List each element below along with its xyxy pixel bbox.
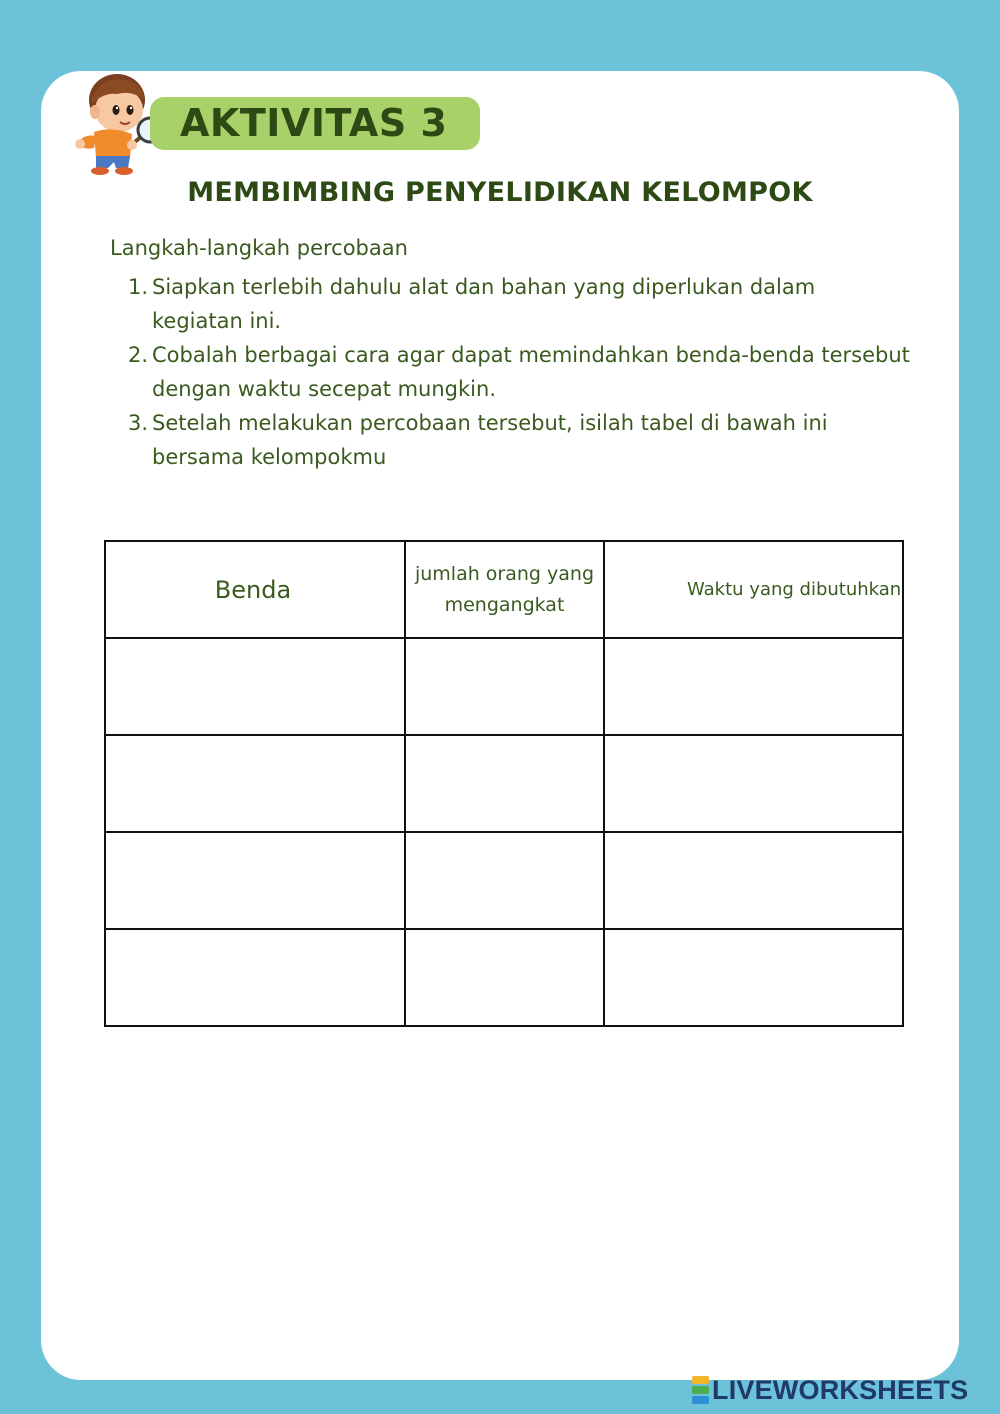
cell-jumlah-orang[interactable] [405, 832, 604, 929]
cell-waktu[interactable] [604, 638, 903, 735]
liveworksheets-logo [692, 1375, 968, 1405]
table-row [105, 929, 903, 1026]
table-header-row [105, 541, 903, 638]
header-benda: Benda [105, 541, 405, 638]
step-text: Setelah melakukan percobaan tersebut, isilah tabel di bawah ini bersama kelompokmu [152, 411, 828, 469]
cell-benda[interactable] [105, 832, 405, 929]
step-item [110, 338, 910, 406]
cell-benda[interactable] [105, 735, 405, 832]
table-row [105, 638, 903, 735]
cell-jumlah-orang[interactable] [405, 929, 604, 1026]
liveworksheets-logo-icon [692, 1376, 709, 1404]
cell-waktu[interactable] [604, 929, 903, 1026]
cell-benda[interactable] [105, 638, 405, 735]
cell-jumlah-orang[interactable] [405, 638, 604, 735]
observation-table [104, 540, 904, 1027]
step-item [110, 406, 910, 474]
activity-title: AKTIVITAS 3 [180, 101, 448, 145]
step-number: 2. [128, 343, 149, 367]
liveworksheets-brand-text: LIVEWORKSHEETS [712, 1374, 969, 1405]
cell-jumlah-orang[interactable] [405, 735, 604, 832]
header-jumlah-orang: jumlah orang yang mengangkat [405, 541, 604, 638]
cell-waktu[interactable] [604, 735, 903, 832]
page-subtitle: MEMBIMBING PENYELIDIKAN KELOMPOK [187, 177, 813, 208]
step-text: Siapkan terlebih dahulu alat dan bahan yang diperlukan dalam kegiatan ini. [152, 275, 816, 333]
step-number: 3. [128, 411, 149, 435]
table-row [105, 832, 903, 929]
step-number: 1. [128, 275, 149, 299]
steps-title: Langkah-langkah percobaan [110, 236, 408, 260]
steps-list [110, 270, 910, 474]
cell-waktu[interactable] [604, 832, 903, 929]
cell-benda[interactable] [105, 929, 405, 1026]
step-item [110, 270, 910, 338]
header-waktu: Waktu yang dibutuhkan [604, 541, 903, 638]
table-row [105, 735, 903, 832]
step-text: Cobalah berbagai cara agar dapat memindahkan benda-benda tersebut dengan waktu secepat mungkin. [152, 343, 910, 401]
